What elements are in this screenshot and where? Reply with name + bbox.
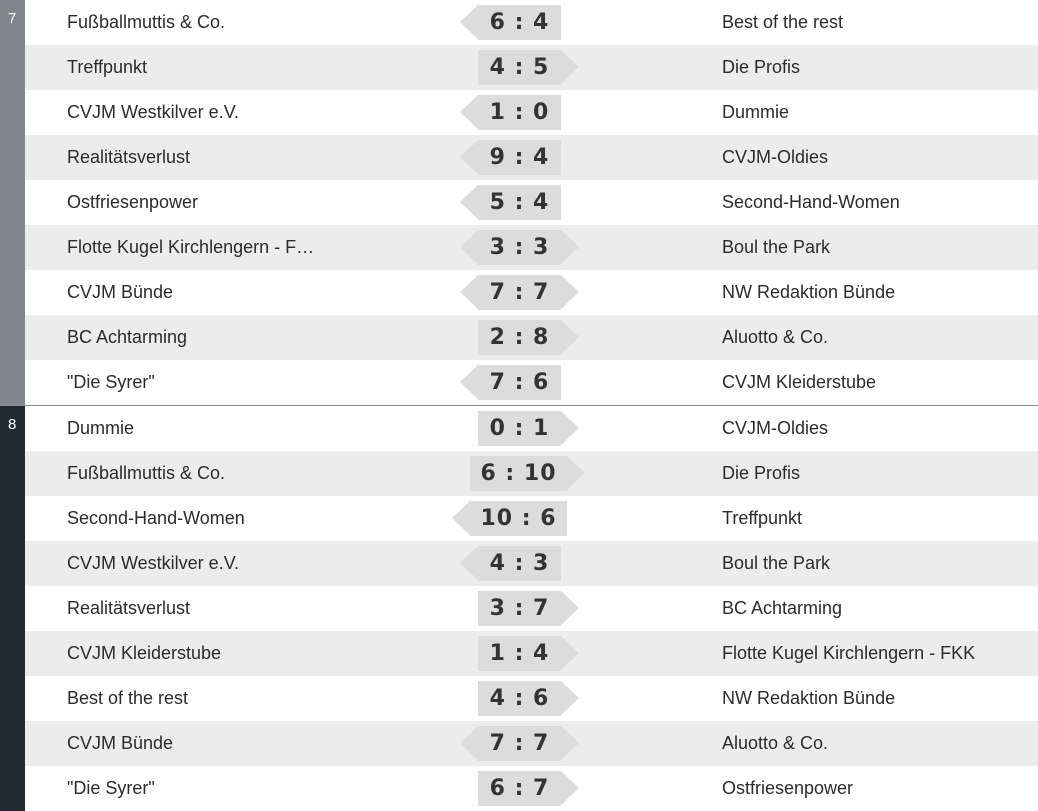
match-row[interactable] [25,180,1038,225]
home-team: "Die Syrer" [67,778,155,798]
match-row[interactable] [25,766,1038,811]
away-team: Aluotto & Co. [722,327,829,347]
match-row[interactable] [25,631,1038,676]
away-team: Best of the rest [722,12,844,32]
match-list [25,0,1038,405]
score-badge: 7 : 7 [478,726,561,761]
score-badge: 5 : 4 [478,185,561,220]
match-row[interactable] [25,90,1038,135]
home-team: CVJM Westkilver e.V. [67,553,240,573]
away-team: Second-Hand-Women [722,192,900,212]
away-team: Die Profis [722,463,801,483]
home-team: Ostfriesenpower [67,192,199,212]
score-badge: 0 : 1 [478,411,561,446]
score-badge: 1 : 0 [478,95,561,130]
away-team: Die Profis [722,57,801,77]
score-badge: 7 : 6 [478,365,561,400]
round-block [0,405,1038,811]
score-badge: 1 : 4 [478,636,561,671]
away-team: BC Achtarming [722,598,843,618]
match-row[interactable] [25,541,1038,586]
match-list [25,406,1038,811]
score-badge: 7 : 7 [478,275,561,310]
home-team: CVJM Bünde [67,733,174,753]
score-badge: 4 : 6 [478,681,561,716]
home-team: Fußballmuttis & Co. [67,463,226,483]
round-number: 8 [0,406,25,811]
away-team: Aluotto & Co. [722,733,829,753]
home-team: BC Achtarming [67,327,188,347]
match-row[interactable] [25,676,1038,721]
away-team: Dummie [722,102,790,122]
match-row[interactable] [25,270,1038,315]
away-team: NW Redaktion Bünde [722,688,896,708]
score-badge: 6 : 7 [478,771,561,806]
away-team: Flotte Kugel Kirchlengern - FKK [722,643,976,663]
match-row[interactable] [25,496,1038,541]
match-row[interactable] [25,45,1038,90]
home-team: CVJM Bünde [67,282,174,302]
round-block [0,0,1038,405]
score-badge: 3 : 3 [478,230,561,265]
away-team: CVJM-Oldies [722,147,829,167]
match-row[interactable] [25,451,1038,496]
match-row[interactable] [25,360,1038,405]
match-row[interactable] [25,135,1038,180]
match-row[interactable] [25,721,1038,766]
score-badge: 4 : 3 [478,546,561,581]
away-team: Boul the Park [722,237,831,257]
match-row[interactable] [25,406,1038,451]
score-badge: 10 : 6 [470,501,567,536]
home-team: CVJM Westkilver e.V. [67,102,240,122]
score-badge: 9 : 4 [478,140,561,175]
home-team: Flotte Kugel Kirchlengern - F… [67,237,315,257]
home-team: Treffpunkt [67,57,148,77]
home-team: "Die Syrer" [67,372,155,392]
score-badge: 3 : 7 [478,591,561,626]
score-badge: 6 : 4 [478,5,561,40]
match-row[interactable] [25,225,1038,270]
home-team: Realitätsverlust [67,598,191,618]
home-team: CVJM Kleiderstube [67,643,222,663]
away-team: NW Redaktion Bünde [722,282,896,302]
round-number: 7 [0,0,25,405]
home-team: Realitätsverlust [67,147,191,167]
away-team: Ostfriesenpower [722,778,854,798]
score-badge: 4 : 5 [478,50,561,85]
home-team: Second-Hand-Women [67,508,245,528]
away-team: Treffpunkt [722,508,803,528]
home-team: Best of the rest [67,688,189,708]
score-badge: 2 : 8 [478,320,561,355]
away-team: Boul the Park [722,553,831,573]
match-row[interactable] [25,315,1038,360]
match-row[interactable] [25,586,1038,631]
match-row[interactable] [25,0,1038,45]
score-badge: 6 : 10 [470,456,567,491]
away-team: CVJM-Oldies [722,418,829,438]
home-team: Dummie [67,418,135,438]
away-team: CVJM Kleiderstube [722,372,877,392]
home-team: Fußballmuttis & Co. [67,12,226,32]
